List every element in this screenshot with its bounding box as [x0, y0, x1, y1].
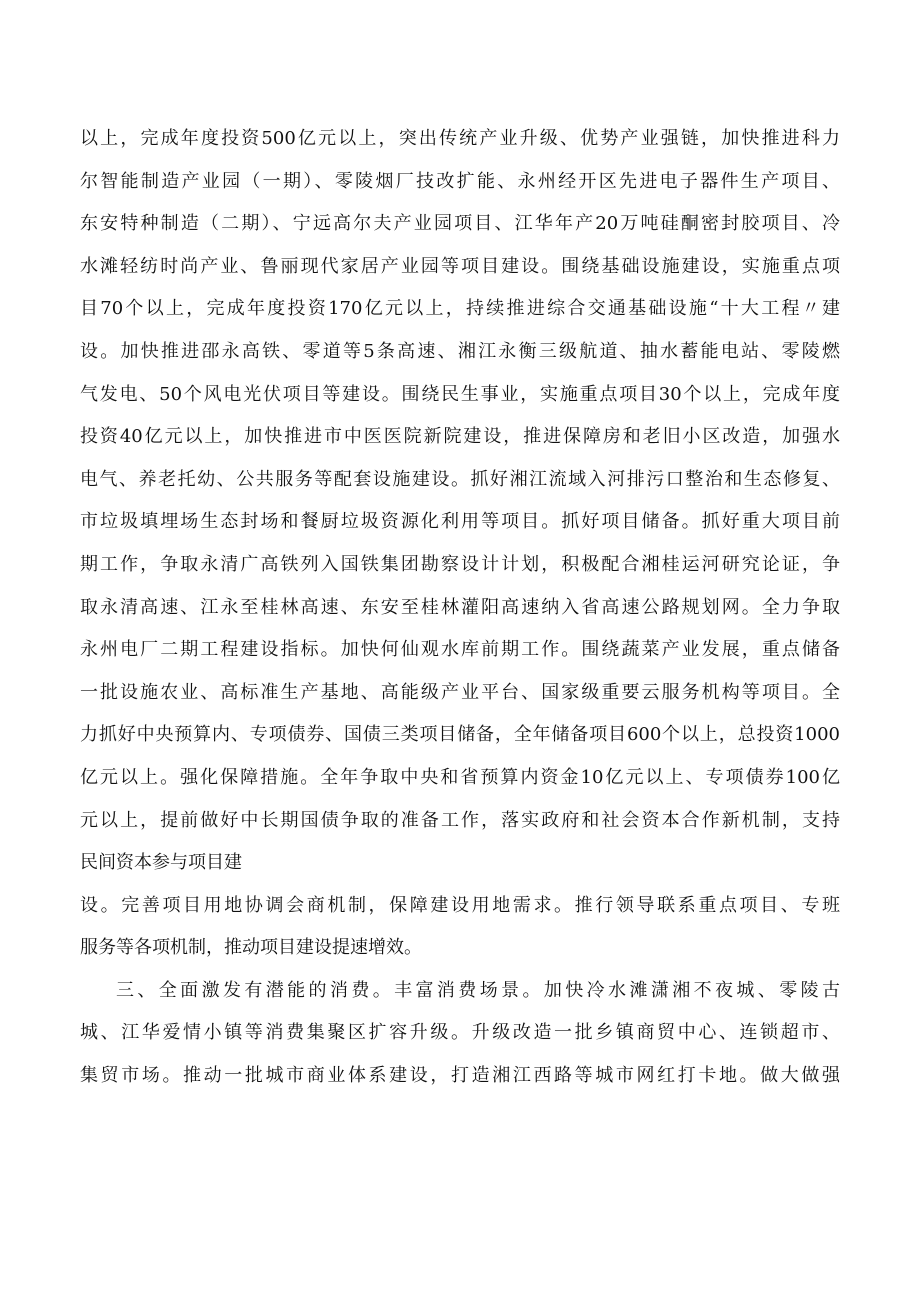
- text-line: 以上，完成年度投资500亿元以上，突出传统产业升级、优势产业强链，加快推进科力: [80, 128, 840, 149]
- text-line: 一批设施农业、高标准生产基地、高能级产业平台、国家级重要云服务机构等项目。全: [80, 681, 840, 703]
- text-line: 尔智能制造产业园（一期）、零陵烟厂技改扩能、永州经开区先进电子器件生产项目、: [80, 170, 840, 192]
- text-line: 元以上，提前做好中长期国债争取的准备工作，落实政府和社会资本合作新机制，支持: [80, 809, 840, 831]
- text-line: 设。加快推进邵永高铁、零道等5条高速、湘江永衡三级航道、抽水蓄能电站、零陵燃: [80, 340, 840, 362]
- text-line: 亿元以上。强化保障措施。全年争取中央和省预算内资金10亿元以上、专项债券100亿: [80, 766, 840, 788]
- text-line: 集贸市场。推动一批城市商业体系建设，打造湘江西路等城市网红打卡地。做大做强: [80, 1065, 840, 1087]
- text-line: 力抓好中央预算内、专项债券、国债三类项目储备，全年储备项目600个以上，总投资1000: [80, 724, 840, 746]
- text-line: 取永清高速、江永至桂林高速、东安至桂林灌阳高速纳入省高速公路规划网。全力争取: [80, 596, 840, 618]
- text-line: 服务等各项机制，推动项目建设提速增效。: [80, 937, 422, 959]
- text-line: 水滩轻纺时尚产业、鲁丽现代家居产业园等项目建设。围绕基础设施建设，实施重点项: [80, 255, 840, 277]
- text-line: 市垃圾填埋场生态封场和餐厨垃圾资源化利用等项目。抓好项目储备。抓好重大项目前: [80, 511, 840, 533]
- text-line: 目70个以上，完成年度投资170亿元以上，持续推进综合交通基础设施“十大工程〃建: [80, 298, 840, 320]
- text-line: 设。完善项目用地协调会商机制，保障建设用地需求。推行领导联系重点项目、专班: [80, 894, 840, 916]
- text-line: 期工作，争取永清广高铁列入国铁集团勘察设计计划，积极配合湘桂运河研究论证，争: [80, 553, 840, 575]
- text-line: 永州电厂二期工程建设指标。加快何仙观水库前期工作。围绕蔬菜产业发展，重点储备: [80, 639, 840, 661]
- text-line: 气发电、50个风电光伏项目等建设。围绕民生事业，实施重点项目30个以上，完成年度: [80, 383, 840, 405]
- text-line: 投资40亿元以上，加快推进市中医医院新院建设，推进保障房和老旧小区改造，加强水: [80, 426, 840, 448]
- text-line: 电气、养老托幼、公共服务等配套设施建设。抓好湘江流域入河排污口整治和生态修复、: [80, 468, 840, 490]
- section-heading-line: 三、全面激发有潜能的消费。丰富消费场景。加快冷水滩潇湘不夜城、零陵古: [116, 979, 840, 1001]
- text-line: 民间资本参与项目建: [80, 852, 242, 874]
- text-line: 城、江华爱情小镇等消费集聚区扩容升级。升级改造一批乡镇商贸中心、连锁超市、: [80, 1022, 840, 1044]
- body-text: [80, 118, 840, 1098]
- text-line: 东安特种制造（二期）、宁远高尔夫产业园项目、江华年产20万吨硅酮密封胶项目、冷: [80, 213, 840, 235]
